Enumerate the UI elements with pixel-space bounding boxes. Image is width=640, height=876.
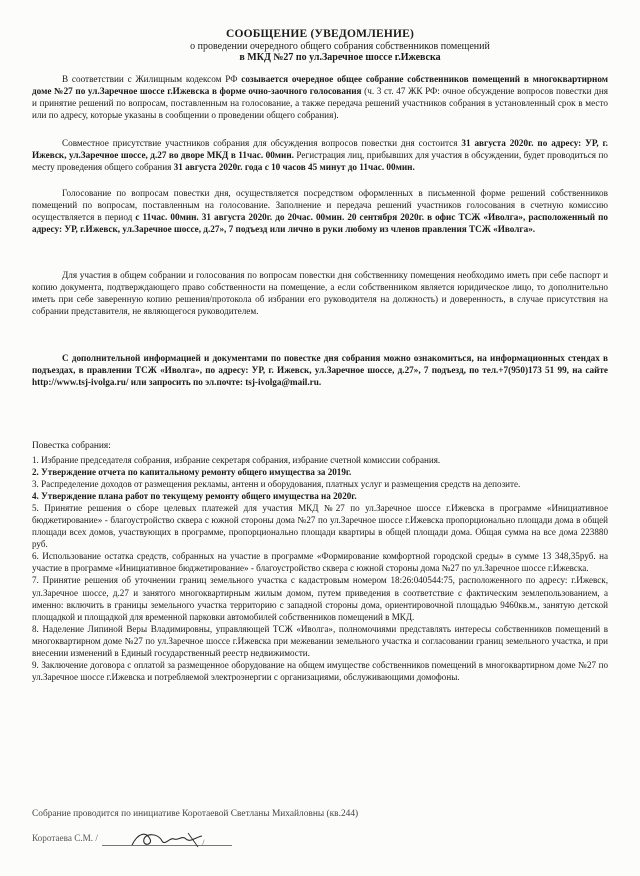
agenda-item: 9. Заключение договора с оплатой за размещенное оборудование на общем имуществе собственников помещений в многоквартирном доме №27 по ул.Заречное шоссе г.Ижевска и потребляемой электроэнергии с организациями, обслуживающими домофоны. (32, 659, 608, 682)
p5-text: С дополнительной информацией и документами по повестке дня собрания можно ознакомиться, на информационных стендах в подъездах, в правлении ТСЖ «Иволга», по адресу: УР, г. Ижевск, ул.Заречное шоссе, д.27», 7 подъезд, по тел.+7(950)173 51 99, на сайте http://www.tsj-ivolga.ru/ или запросить по эл.почте: tsj-ivolga@mail.ru. (32, 353, 608, 388)
agenda-list (32, 454, 608, 683)
signature-row (32, 833, 432, 863)
agenda-item: 4. Утверждение плана работ по текущему ремонту общего имущества на 2020г. (32, 491, 357, 502)
initiative-note: Собрание проводится по инициативе Коротаевой Светланы Михайловны (кв.244) (32, 809, 359, 819)
agenda-item: 8. Наделение Липиной Веры Владимировны, управляющей ТСЖ «Иволга», полномочиями представлять интересы собственников помещений в многоквартирном доме №27 по ул.Заречное шоссе г.Ижевска при межевании земельного участка и согласовании границ земельного участка, и при внесении изменений в Единый государственный реестр недвижимости. (32, 623, 608, 658)
handwritten-signature (128, 827, 212, 853)
p1-text-a: В соответствии с Жилищным кодексом РФ (62, 74, 242, 84)
agenda-item: 2. Утверждение отчета по капитальному ремонту общего имущества за 2019г. (32, 467, 352, 478)
p4-text: Для участия в общем собрании и голосования по вопросам повестки дня собственнику помещения необходимо иметь при себе паспорт и копию документа, подтверждающего право собственности на помещение, а если собственником является юридическое лицо, то дополнительно иметь при себе заверенную копию решения/протокола об избрании его руководителя на должность) и доверенность, в случае присутствия на собрании представителя, не являющегося руководителем. (32, 270, 608, 317)
p1-text-bold: созывается очередное общее собрание собственников помещений в многоквартирном доме №27 по ул.Заречное шоссе г.Ижевска в форме очно-заочного голосования (32, 74, 608, 97)
paragraph-participation (32, 269, 608, 317)
p1-text-c: (ч. 3 ст. 47 ЖК РФ: очное обсуждение вопросов повестки дня и принятие решений по вопросам, поставленным на голосование, а также передача решений участников собрания в установленный срок в место или по адресу, которые указаны в сообщении о проведении общего собрания). (32, 86, 608, 121)
paragraph-voting (32, 187, 608, 235)
agenda-heading: Повестка собрания: (32, 441, 111, 451)
agenda-item: 1. Избрание председателя собрания, избрание секретаря собрания, избрание счетной комиссии собрания. (32, 455, 441, 465)
p3-text-a: Голосование по вопросам повестки дня, осуществляется посредством оформленных в письменной форме решений собственников помещений по вопросам, поставленным на голосование. Заполнение и передача решений участников голосования в счетную комиссию осуществляется в период (32, 188, 608, 223)
paragraph-meeting-time (32, 137, 608, 173)
p2-text-bold-b: 31 августа 2020г. года с 10 часов 45 минут до 11час. 00мин. (173, 162, 415, 173)
signer-name: Коротаева С.М. / (32, 833, 98, 843)
document-subtitle: о проведении очередного общего собрания собственников помещений (190, 41, 490, 52)
p2-text-c: Регистрация лиц, прибывших для участия в обсуждении, будет проводиться по месту проведения общего собрания (32, 150, 608, 173)
p2-text-bold-a: 31 августа 2020г. по адресу: УР, г. Ижевск, ул.Заречное шоссе, д.27 во дворе МКД в 11час. 00мин. (32, 138, 608, 161)
signature-slash: / (202, 838, 205, 848)
agenda-item: 6. Использование остатка средств, собранных на участие в программе «Формирование комфортной городской среды» в сумме 13 348,35руб. на участие в программе «Инициативное бюджетирование» - благоустройство сквера с южной стороны дома №27 по ул.Заречное шоссе г.Ижевска. (32, 551, 608, 574)
agenda-item: 3. Распределение доходов от размещения рекламы, антенн и оборудования, платных услуг и размещения средств на депозите. (32, 479, 521, 490)
p3-text-bold: с 11час. 00мин. 31 августа 2020г. до 20час. 00мин. 20 сентября 2020г. в офис ТСЖ «Иволга», расположенный по адресу: УР, г.Ижевск, ул.Заречное шоссе, д.27», 7 подъезд или лично в руки любому из членов правления ТСЖ «Иволга». (32, 212, 608, 235)
agenda-item: 5. Принятие решения о сборе целевых платежей для участия МКД №27 по ул.Заречное шоссе г.Ижевска в программе «Инициативное бюджетирование» - благоустройство сквера с южной стороны дома №27 по ул.Заречное шоссе г.Ижевска пропорционально площади дома в общей площади всех домов, участвующих в программе, пропорционально площади квартиры в общей площади дома. Общая сумма на все дома 223880 руб. (32, 503, 608, 550)
document-address: в МКД №27 по ул.Заречное шоссе г.Ижевска (239, 52, 441, 63)
document-title: СООБЩЕНИЕ (УВЕДОМЛЕНИЕ) (225, 28, 415, 40)
paragraph-convocation (32, 73, 608, 121)
agenda-item: 7. Принятие решения об уточнении границ земельного участка с кадастровым номером 18:26:040544:75, расположенного по адресу: г.Ижевск, ул.Заречное шоссе, д.27 и занятого многоквартирным жилым домом, путем приведения в соответствие с фактическим землепользованием, а именно: включить в границы земельного участка территорию с западной стороны дома, ориентировочной площадью 9460кв.м., занятую детской площадкой и площадкой для временной парковки автомобилей собственников помещений в МКД. (32, 575, 608, 622)
paragraph-additional-info (32, 352, 608, 388)
p2-text-a: Совместное присутствие участников собрания для обсуждения вопросов повестки дня состоится (62, 138, 462, 148)
